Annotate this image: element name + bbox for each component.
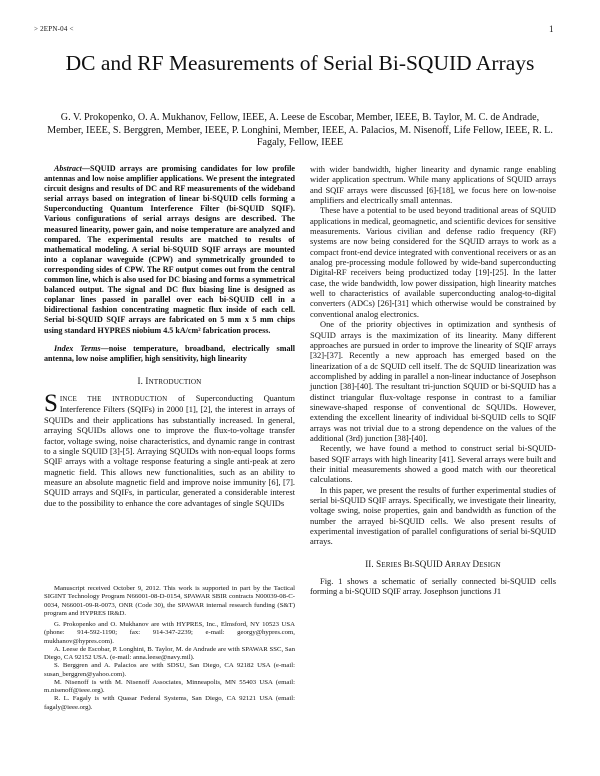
author-list: G. V. Prokopenko, O. A. Mukhanov, Fellow, IEEE, A. Leese de Escobar, Member, IEEE, B. Taylor, M. C. de Andrade, Member, IEEE, S. Berggren, Member, IEEE, P. Longhini, Member, IEEE, A. Palacios, M. Nisenoff, Life Fellow, IEEE, R. L. Fagaly, Fellow, IEEE [47,112,553,149]
body-paragraph: These have a potential to be used beyond traditional areas of SQUID applications in medical, geomagnetic, and scientific devices for sensitive measurements. Various civilian and defense radio frequency (RF) systems are now being considered for the SQUID arrays to work as a compact front-end device integrated with conventional receivers or as an analog pre-processing module followed by wide-band superconducting Digital-RF receivers being productized today [19]-[25]. In the latter case, the wide bandwidth, low power dissipation, high linearity matches well to characteristics of available superconducting analog-to-digital converters (ADCs) [26]-[31] which otherwise would be constrained by conventional analog electronics. [310,205,557,319]
section-heading-introduction: I. INTRODUCTION [137,375,202,386]
section-heading-array-design: II. SERIES BI-SQUID ARRAY DESIGN [365,558,501,569]
intro-paragraph [44,390,295,508]
footnote-affiliation: S. Berggren and A. Palacios are with SDSU, San Diego, CA 92182 USA (e-mail: susan_berggren@yahoo.com). [44,662,295,678]
drop-cap: S [44,390,58,418]
body-paragraph: with wider bandwidth, higher linearity and dynamic range enabling wider application spectrum. While many applications of SQUID arrays and SQIF arrays were discussed [6]-[18], we focus here on low-noise amplifiers and electrically small antennas. [310,164,556,206]
intro-lead: INCE THE INTRODUCTION [59,395,168,404]
body-paragraph: One of the priority objectives in optimization and synthesis of SQUID arrays is the maximization of its linearity. Many different approaches are pursued in order to improve the linearity of SQIF arrays [32]-[37]. Recently a new approach has emerged based on the linearization of a dc SQUID cell itself. The dc SQUID linearization was accomplished by adding in parallel a non-linear inductance of Josephson junction [38]-[40]. The resultant tri-junction SQUID or bi-SQUID has a distinct triangular flux-voltage response in contrast to a familiar sinewave-shaped response of conventional dc SQUIDs. However, extending the excellent linearity of individual bi-SQUID cells to SQIF arrays was not trivial due to a strong dependence on the values of the additional (3rd) junction [38]-[40]. [310,319,556,443]
paper-title: DC and RF Measurements of Serial Bi-SQUID Arrays [65,51,535,75]
right-column [310,164,556,597]
footnotes [44,585,295,712]
page-number: 1 [549,24,554,34]
footnote-manuscript: Manuscript received October 9, 2012. This work is supported in part by the Tactical SIGINT Technology Program N66001-08-D-0154, SPAWAR SBIR contracts N00039-08-C-0034, N66001-09-R-0073, ONR (Code 30), the SPAWAR internal research funding (S&T) program and HYPRES IR&D. [44,585,295,617]
body-paragraph: Recently, we have found a method to construct serial bi-SQUID-based SQIF arrays with high linearity [41]. Several arrays were built and their initial measurements showed a good match with our theoretical calculations. [310,443,556,485]
abstract-text: —SQUID arrays are promising candidates for low profile antennas and low noise amplifier applications. We present the integrated circuit designs and results of DC and RF measurements of the wideband serial arrays based on integration of linear bi-SQUID cells forming a Superconducting Quantum Interference Filter (bi-SQUID SQIF). Various configurations of serial arrays designs are described. The measured linearity, power gain, and noise temperature are analyzed and compared. The experimental results are matched to results of mathematical modeling. A serial bi-SQUID SQIF arrays are mounted into a coplanar waveguide (CPW) and symmetrically grounded to corresponding sides of CPW. The RF output comes out from the central common line, which is also used for DC biasing and forms a symmetrical balanced output. The signal and DC flux biasing line is designed as coplanar lines passed in parallel over each bi-SQUID cell in a bidirectional fashion concentrating magnetic flux inside of each cell. Serial bi-SQUID SQIF arrays are fabricated on 5 mm x 5 mm chips using standard HYPRES niobium 4.5 kA/cm² fabrication process. [44,164,295,335]
index-terms [44,344,295,364]
body-paragraph: In this paper, we present the results of further experimental studies of serial bi-SQUID SQIF arrays. Specifically, we investigate their linearity, voltage swing, noise properties, gain and bandwidth as function of the number the arrayed bi-SQUID cells. We also present results of experimental investigation of parallel configurations of serial bi-SQUID arrays. [310,484,556,547]
left-column [44,164,295,508]
intro-text: of Superconducting Quantum Interference Filters (SQIFs) in 2000 [1], [2], the interest in arrays of SQUIDs and their applications has substantially increased. In general, arraying SQUIDs allows one to improve the flux-to-voltage transfer factor, voltage swing, noise characteristics, and dynamic range in contrast to a single SQUID [3]-[5]. Arraying SQUIDs with non-equal loops forms SQIF arrays with a voltage response featuring a single anti-peak at zero magnetic field. This allows new functionalities, such as an ability to measure an absolute magnetic field and improve noise immunity [6], [7]. SQUID arrays and SQIFs, in particular, generated a considerable interest due to the possibility to enhance the core advantages of single SQUIDs [44,393,295,508]
body-paragraph: Fig. 1 shows a schematic of serially connected bi-SQUID cells forming a bi-SQUID SQIF array. Josephson junctions J1 [310,576,556,597]
abstract [44,164,295,336]
abstract-label: Abstract [54,164,82,173]
index-terms-text: —noise temperature, broadband, electrically small antenna, low noise amplifier, high sensitivity, high linearity [44,343,295,363]
footnote-affiliation: G. Prokopenko and O. Mukhanov are with HYPRES, Inc., Elmsford, NY 10523 USA (phone: 914-592-1190; fax: 914-347-2239; e-mail: georgy@hypres.com, mukhanov@hypres.com). [44,621,295,645]
running-header: > 2EPN-04 < [34,25,74,33]
footnote-affiliation: A. Leese de Escobar, P. Longhini, B. Taylor, M. de Andrade are with SPAWAR SSC, San Diego, CA 92152 USA. (e-mail: anna.leese@navy.mil). [44,645,295,661]
index-terms-label: Index Terms [54,343,101,353]
footnote-affiliation: M. Nisenoff is with M. Nisenoff Associates, Minneapolis, MN 55403 USA (email: m.nisenoff@ieee.org). [44,678,295,694]
footnote-affiliation: R. L. Fagaly is with Quasar Federal Systems, San Diego, CA 92121 USA (email: fagaly@ieee.org). [44,695,295,711]
